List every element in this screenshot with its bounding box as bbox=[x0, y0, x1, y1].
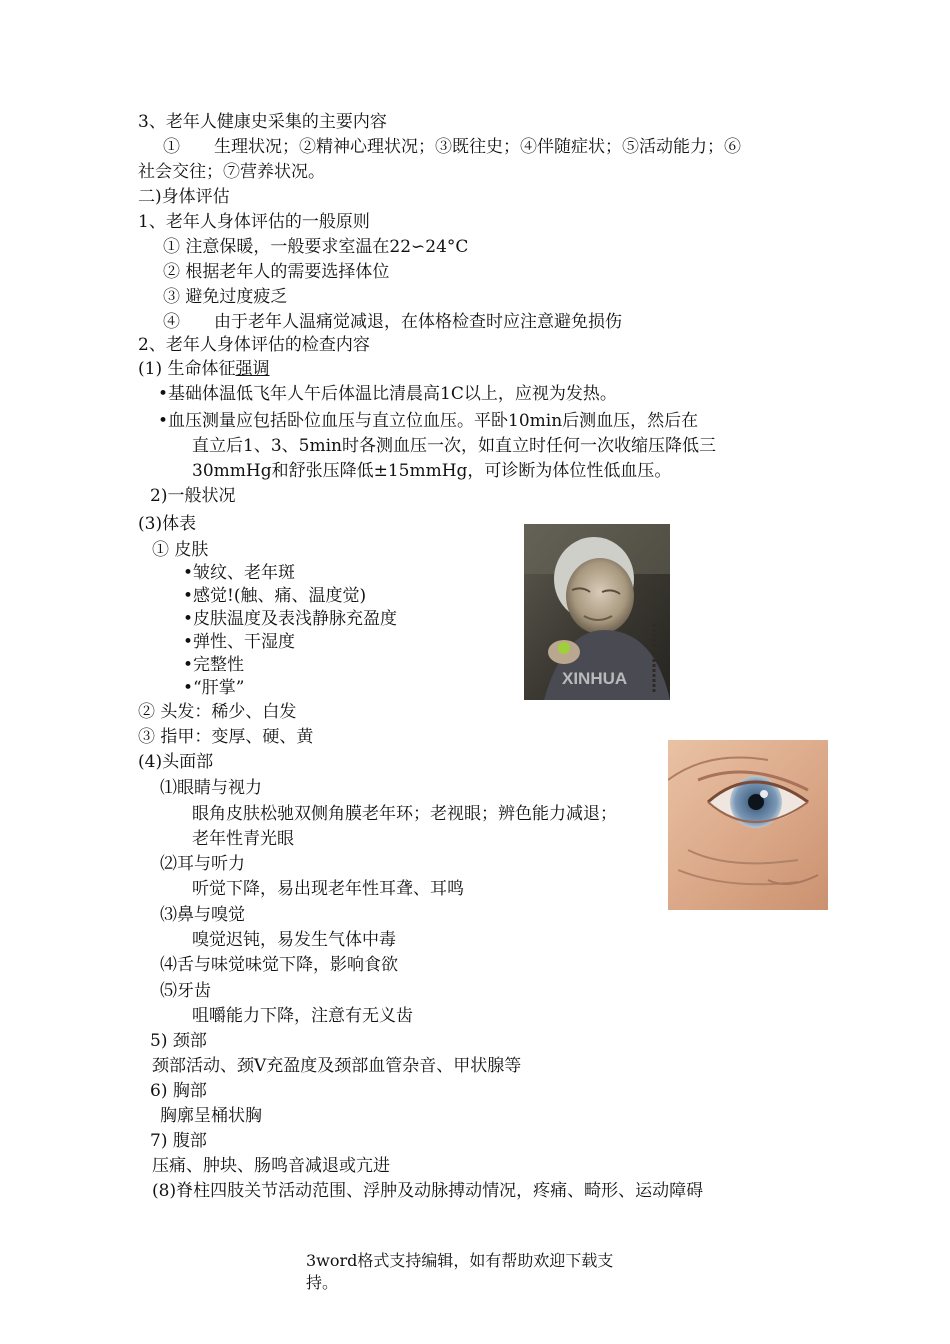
bullet-item: •基础体温低飞年人午后体温比清晨高1C以上，应视为发热。 bbox=[158, 384, 617, 404]
list-item: ③ 避免过度疲乏 bbox=[163, 287, 288, 307]
subheading-vital-signs: (1) 生命体征强调 bbox=[138, 359, 270, 379]
list-item: ⑵耳与听力 bbox=[160, 854, 245, 874]
text-line: 颈部活动、颈V充盈度及颈部血管杂音、甲状腺等 bbox=[152, 1056, 522, 1076]
list-item: ⑴眼睛与视力 bbox=[160, 778, 262, 798]
list-item: ⑸牙齿 bbox=[160, 981, 211, 1001]
elderly-person-photo bbox=[524, 524, 670, 700]
list-item: ② 根据老年人的需要选择体位 bbox=[163, 262, 390, 282]
subheading-head-face: (4)头面部 bbox=[138, 752, 214, 772]
text-line: 直立后1、3、5min时各测血压一次，如直立时任何一次收缩压降低三 bbox=[192, 436, 716, 456]
subheading-general: 2)一般状况 bbox=[150, 486, 236, 506]
emphasis-underline: 强调 bbox=[235, 359, 270, 379]
text-line: 胸廓呈桶状胸 bbox=[160, 1106, 262, 1126]
text-line: 30mmHg和舒张压降低±15mmHg，可诊断为体位性低血压。 bbox=[192, 461, 672, 481]
text-line: 老年性青光眼 bbox=[192, 829, 294, 849]
bullet-item: •血压测量应包括卧位血压与直立位血压。平卧10min后测血压，然后在 bbox=[158, 411, 699, 431]
text-line: 咀嚼能力下降，注意有无义齿 bbox=[192, 1006, 413, 1026]
text-line: 眼角皮肤松驰双侧角膜老年环；老视眼；辨色能力减退； bbox=[192, 804, 617, 824]
list-item: ⑶鼻与嗅觉 bbox=[160, 905, 245, 925]
text-line: 嗅觉迟钝，易发生气体中毒 bbox=[192, 930, 396, 950]
heading-exam-content: 2、老年人身体评估的检查内容 bbox=[138, 335, 370, 355]
text-line: ① 生理状况；②精神心理状况；③既往史；④伴随症状；⑤活动能力；⑥ bbox=[163, 137, 741, 157]
text-line: 压痛、肿块、肠鸣音减退或亢进 bbox=[152, 1156, 390, 1176]
subheading-abdomen: 7) 腹部 bbox=[150, 1131, 207, 1151]
section-heading: 二)身体评估 bbox=[138, 187, 230, 207]
bullet-item: •皮肤温度及表浅静脉充盈度 bbox=[183, 609, 398, 629]
list-item: ④ 由于老年人温痛觉减退，在体格检查时应注意避免损伤 bbox=[163, 312, 622, 332]
list-item: ② 头发：稀少、白发 bbox=[138, 702, 297, 722]
bullet-item: •感觉!(触、痛、温度觉) bbox=[183, 586, 367, 606]
heading-general-principles: 1、老年人身体评估的一般原则 bbox=[138, 212, 370, 232]
aged-eye-photo bbox=[668, 740, 844, 910]
subheading-neck: 5) 颈部 bbox=[150, 1031, 207, 1051]
subheading-chest: 6) 胸部 bbox=[150, 1081, 207, 1101]
bullet-item: •“肝掌” bbox=[183, 678, 245, 698]
heading-health-history: 3、老年人健康史采集的主要内容 bbox=[138, 112, 387, 132]
text-line: 社会交往；⑦营养状况。 bbox=[138, 162, 325, 182]
list-item: ③ 指甲：变厚、硬、黄 bbox=[138, 727, 314, 747]
bullet-item: •弹性、干湿度 bbox=[183, 632, 296, 652]
page-footer: 3word格式支持编辑，如有帮助欢迎下载支持。 bbox=[306, 1251, 614, 1292]
list-item: ⑷舌与味觉味觉下降，影响食欲 bbox=[160, 955, 398, 975]
list-item: ① 皮肤 bbox=[152, 540, 209, 560]
list-item: ① 注意保暖，一般要求室温在22∽24°C bbox=[163, 237, 469, 257]
text-line: 听觉下降，易出现老年性耳聋、耳鸣 bbox=[192, 879, 464, 899]
bullet-item: •皱纹、老年斑 bbox=[183, 563, 296, 583]
text-line: (8)脊柱四肢关节活动范围、浮肿及动脉搏动情况，疼痛、畸形、运动障碍 bbox=[152, 1181, 704, 1201]
bullet-item: •完整性 bbox=[183, 655, 245, 675]
watermark-text: XINHUA bbox=[562, 669, 628, 688]
subheading-body-surface: (3)体表 bbox=[138, 514, 197, 534]
